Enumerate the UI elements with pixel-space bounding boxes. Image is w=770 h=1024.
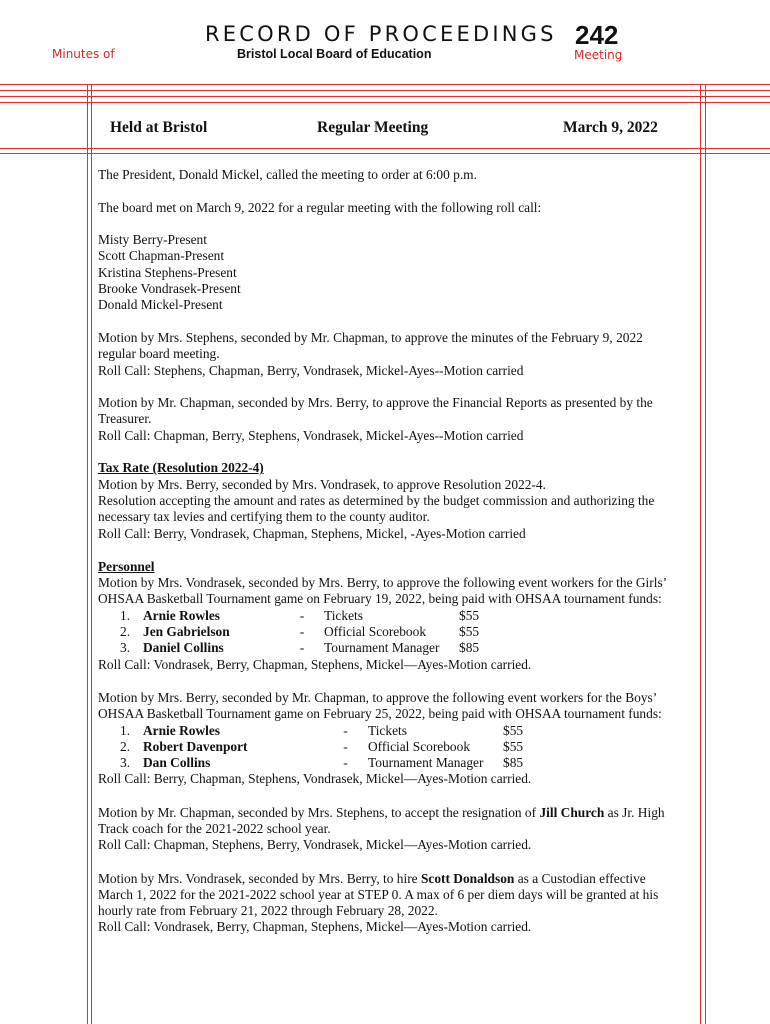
worker-role: Official Scorebook [368, 738, 471, 754]
financial-reports-motion [98, 395, 698, 444]
roll-call-entry: Misty Berry-Present [98, 232, 207, 248]
held-at: Held at Bristol [110, 119, 208, 136]
meeting-type: Regular Meeting [317, 119, 429, 136]
worker-name: Jen Gabrielson [143, 624, 230, 640]
separator: - [343, 755, 348, 771]
header-rule-3 [0, 96, 770, 97]
motion-text: Motion by Mrs. Vondrasek, seconded by Mrs. Berry, to approve the following event workers for the Girls’ [98, 575, 668, 591]
header-rule-5 [0, 148, 770, 149]
motion-text-part: as Jr. High [604, 804, 665, 820]
record-title: RECORD OF PROCEEDINGS [205, 22, 557, 46]
roll-call-intro: The board met on March 9, 2022 for a regular meeting with the following roll call: [98, 199, 542, 215]
left-margin-rule-1 [87, 84, 88, 1024]
worker-row [98, 755, 698, 771]
row-number: 1. [120, 607, 131, 623]
header-rule-6 [0, 153, 770, 154]
roll-call-result: Roll Call: Berry, Chapman, Stephens, Vondrasek, Mickel—Ayes-Motion carried. [98, 771, 532, 787]
worker-name: Daniel Collins [143, 640, 224, 656]
worker-name: Arnie Rowles [143, 607, 220, 623]
worker-role: Official Scorebook [324, 624, 427, 640]
roll-call-entry: Kristina Stephens-Present [98, 264, 237, 280]
person-name: Scott Donaldson [420, 870, 515, 886]
board-name: Bristol Local Board of Education [237, 47, 432, 61]
motion-text-part: Motion by Mrs. Vondrasek, seconded by Mrs. Berry, to hire [98, 870, 421, 886]
worker-name: Robert Davenport [143, 738, 248, 754]
motion-text: Motion by Mr. Chapman, seconded by Mrs. Berry, to approve the Financial Reports as presented by the [98, 395, 653, 411]
worker-pay: $55 [459, 607, 480, 623]
separator: - [299, 624, 305, 640]
meeting-label: Meeting [574, 48, 623, 62]
worker-pay: $55 [503, 738, 524, 754]
resignation-motion [98, 805, 698, 854]
right-margin-rule-1 [700, 84, 701, 1024]
motion-text [98, 871, 698, 887]
minutes-body [98, 167, 698, 952]
worker-row [98, 640, 698, 656]
worker-row [98, 624, 698, 640]
row-number: 2. [120, 738, 131, 754]
motion-text: OHSAA Basketball Tournament game on February 19, 2022, being paid with OHSAA tournament funds: [98, 591, 662, 607]
worker-role: Tickets [324, 607, 363, 623]
roll-call-entry: Donald Mickel-Present [98, 297, 223, 313]
header-rule-2 [0, 90, 770, 91]
hire-motion [98, 871, 698, 936]
roll-call-result: Roll Call: Chapman, Stephens, Berry, Vondrasek, Mickel—Ayes-Motion carried. [98, 837, 532, 853]
separator: - [299, 640, 305, 656]
worker-role: Tournament Manager [368, 755, 484, 771]
row-number: 3. [120, 755, 131, 771]
roll-call-entry: Scott Chapman-Present [98, 248, 225, 264]
worker-role: Tournament Manager [324, 640, 440, 656]
worker-row [98, 723, 698, 739]
row-number: 2. [120, 624, 131, 640]
worker-pay: $55 [459, 624, 480, 640]
personnel-boys-motion [98, 690, 698, 788]
meeting-number: 242 [575, 20, 619, 50]
motion-text: Motion by Mrs. Stephens, seconded by Mr. Chapman, to approve the minutes of the February 9, 2022 [98, 329, 643, 345]
person-name: Jill Church [539, 804, 605, 820]
worker-pay: $55 [503, 722, 524, 738]
motion-text: Motion by Mrs. Berry, seconded by Mr. Chapman, to approve the following event workers for the Boys’ [98, 689, 658, 705]
personnel-girls-motion [98, 559, 698, 673]
motion-text: hourly rate from February 21, 2022 through February 28, 2022. [98, 903, 438, 919]
worker-row [98, 739, 698, 755]
motion-text: Resolution accepting the amount and rates as determined by the budget commission and authorizing the [98, 492, 655, 508]
worker-pay: $85 [459, 640, 480, 656]
call-to-order: The President, Donald Mickel, called the meeting to order at 6:00 p.m. [98, 167, 477, 182]
motion-text: Treasurer. [98, 411, 152, 427]
roll-call-result: Roll Call: Berry, Vondrasek, Chapman, Stephens, Mickel, -Ayes-Motion carried [98, 525, 526, 541]
motion-text: March 1, 2022 for the 2021-2022 school year at STEP 0. A max of 6 per diem days will be granted at his [98, 886, 659, 902]
left-margin-rule-2 [91, 84, 92, 1024]
motion-text: Track coach for the 2021-2022 school year. [98, 820, 331, 836]
worker-name: Dan Collins [143, 755, 211, 771]
motion-text: necessary tax levies and certifying them to the county auditor. [98, 509, 430, 525]
section-heading: Personnel [98, 558, 155, 574]
worker-role: Tickets [368, 722, 407, 738]
worker-row [98, 608, 698, 624]
motion-text: OHSAA Basketball Tournament game on February 25, 2022, being paid with OHSAA tournament funds: [98, 706, 662, 722]
worker-pay: $85 [503, 755, 524, 771]
roll-call-entry: Brooke Vondrasek-Present [98, 281, 241, 297]
motion-text [98, 805, 698, 821]
row-number: 1. [120, 722, 131, 738]
minutes-approval-motion [98, 330, 698, 379]
worker-name: Arnie Rowles [143, 722, 220, 738]
motion-text: regular board meeting. [98, 346, 220, 362]
roll-call-result: Roll Call: Vondrasek, Berry, Chapman, Stephens, Mickel—Ayes-Motion carried. [98, 656, 532, 672]
separator: - [299, 607, 305, 623]
minutes-of-label: Minutes of [52, 47, 115, 61]
tax-rate-section [98, 460, 698, 541]
motion-text-part: as a Custodian effective [514, 870, 646, 886]
separator: - [343, 722, 348, 738]
header-rule-1 [0, 84, 770, 85]
roll-call-list [98, 232, 698, 313]
separator: - [343, 738, 348, 754]
meeting-date: March 9, 2022 [563, 119, 658, 136]
motion-text-part: Motion by Mr. Chapman, seconded by Mrs. Stephens, to accept the resignation of [98, 804, 540, 820]
roll-call-result: Roll Call: Stephens, Chapman, Berry, Vondrasek, Mickel-Ayes--Motion carried [98, 362, 524, 378]
roll-call-result: Roll Call: Chapman, Berry, Stephens, Vondrasek, Mickel-Ayes--Motion carried [98, 427, 524, 443]
section-heading: Tax Rate (Resolution 2022-4) [98, 460, 264, 476]
row-number: 3. [120, 640, 131, 656]
roll-call-result: Roll Call: Vondrasek, Berry, Chapman, Stephens, Mickel—Ayes-Motion carried. [98, 919, 532, 935]
right-margin-rule-2 [705, 84, 706, 1024]
header-rule-4 [0, 102, 770, 103]
motion-text: Motion by Mrs. Berry, seconded by Mrs. Vondrasek, to approve Resolution 2022-4. [98, 476, 546, 492]
